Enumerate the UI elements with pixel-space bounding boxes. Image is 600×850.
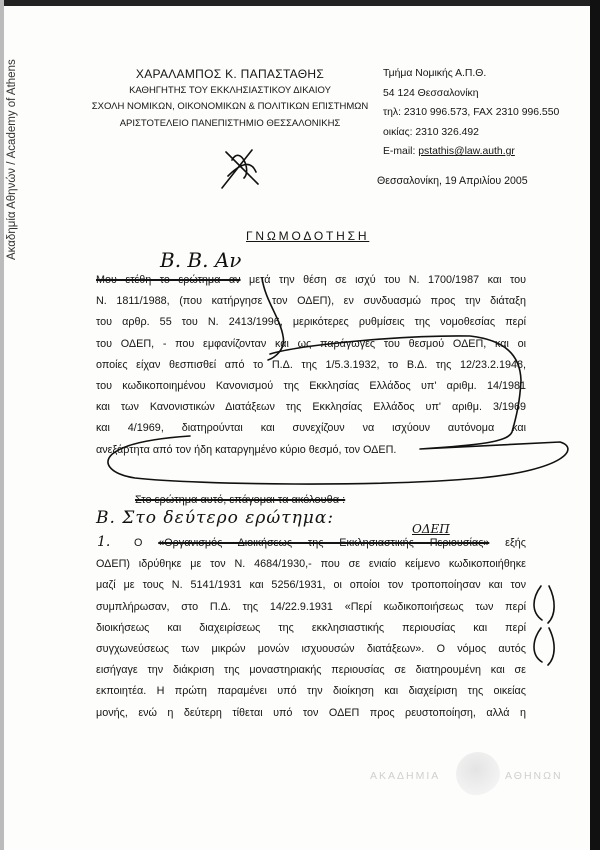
- paragraph-question: [96, 270, 526, 461]
- email-line: [383, 142, 583, 162]
- text-line: του ΟΔΕΠ, - που εμφανίζονταν και ως παράγωγες του θεσμού ΟΔΕΠ, και οι: [96, 337, 526, 350]
- document-date: Θεσσαλονίκη, 19 Απριλίου 2005: [377, 175, 528, 187]
- text-line: ανεξάρτητα από τον ήδη καταργημένο κύριο θεσμό, τον ΟΔΕΠ.: [96, 443, 397, 456]
- struck-text: «Οργανισμός Διοικήσεως της Εκκλησιαστικής Περιουσίας»: [158, 537, 490, 549]
- struck-text: Μου ετέθη το ερώτημα αν: [96, 274, 241, 286]
- paragraph-answer: [96, 533, 526, 724]
- letterhead-left: [80, 66, 380, 132]
- scan-right-edge: [590, 0, 600, 850]
- author-name: ΧΑΡΑΛΑΜΠΟΣ Κ. ΠΑΠΑΣΤΑΘΗΣ: [135, 67, 325, 81]
- text-line: μαζί με τους Ν. 5141/1931 και 5256/1931, οι οποίοι τον τροποποίησαν και τον: [96, 579, 526, 592]
- signature-scribble: [222, 150, 258, 188]
- department: Τμήμα Νομικής Α.Π.Θ.: [383, 68, 487, 79]
- margin-mark-2: [534, 628, 554, 665]
- text-line: συμπλήρωσαν, στο Π.Δ. της 14/22.9.1931 «Περί κωδικοποιήσεως των περί: [96, 600, 526, 613]
- text-line: του κωδικοποιημένου Κανονισμού της Εκκλησίας Ελλάδος υπ' αριθμ. 14/1981: [96, 380, 526, 393]
- handwritten-number: 1.: [97, 534, 111, 550]
- letterhead-right: [383, 64, 583, 162]
- handwritten-heading: Β. Στο δεύτερο ερώτημα:: [96, 508, 335, 528]
- university-name: ΑΡΙΣΤΟΤΕΛΕΙΟ ΠΑΝΕΠΙΣΤΗΜΙΟ ΘΕΣΣΑΛΟΝΙΚΗΣ: [119, 117, 341, 129]
- library-seal-watermark: [456, 752, 500, 796]
- text-line: και των Κανονιστικών Διατάξεων της Εκκλησίας Ελλάδος υπ' αριθμ. 3/1969: [96, 401, 526, 414]
- text-line: Ο «Οργανισμός Διοικήσεως της Εκκλησιαστικής Περιουσίας» εξής: [134, 537, 526, 549]
- email-link[interactable]: pstathis@law.auth.gr: [418, 146, 515, 157]
- text-line: διοικήσεως και διαχειρίσεως της εκκλησιαστικής περιουσίας και περί: [96, 621, 526, 634]
- postal-address: 54 124 Θεσσαλονίκη: [383, 87, 479, 99]
- text-line: Μου ετέθη το ερώτημα αν μετά την θέση σε ισχύ του Ν. 1700/1987 και του: [96, 274, 527, 286]
- text-line: εκποιητέα. Η πρώτη παραμένει υπό την διοίκηση και διαχείριση της οικείας: [96, 685, 526, 698]
- side-caption: Ακαδημία Αθηνών / Academy of Athens: [6, 59, 18, 260]
- text-line: ΟΔΕΠ) ιδρύθηκε με τον Ν. 4684/1930,- που σε ενιαίο κείμενο κωδικοποιήθηκε: [96, 558, 526, 571]
- text-line: και 4/1969, διατηρούνται και συνεχίζουν να ισχύουν αυτόνομα και: [96, 422, 526, 435]
- margin-mark-1: [534, 586, 554, 623]
- school-name: ΣΧΟΛΗ ΝΟΜΙΚΩΝ, ΟΙΚΟΝΟΜΙΚΩΝ & ΠΟΛΙΤΙΚΩΝ ΕΠΙΣΤΗΜΩΝ: [91, 101, 369, 112]
- email-label: E-mail:: [383, 146, 419, 157]
- text-line: του αρθρ. 55 του Ν. 2413/1996, μερικότερες ρυθμίσεις της νομοθεσίας περί: [96, 316, 526, 329]
- watermark-text-left: ΑΚΑΔΗΜΙΑ: [370, 770, 441, 782]
- text-line: συγχωνεύσεως των μικρών μονών ισχυουσών διατάξεων». Ο νόμος αυτός: [96, 643, 526, 656]
- home-phone: οικίας: 2310 326.492: [383, 126, 479, 138]
- text-line: Ν. 1811/1988, (που κατήργησε τον ΟΔΕΠ), εν συνδυασμώ προς την διάταξη: [96, 295, 526, 308]
- author-title: ΚΑΘΗΓΗΤΗΣ ΤΟΥ ΕΚΚΛΗΣΙΑΣΤΙΚΟΥ ΔΙΚΑΙΟΥ: [129, 84, 331, 96]
- text-line: μονής, ενώ η δεύτερη τίθεται υπό τον ΟΔΕΠ προς ρευστοποίηση, αλλά η: [96, 706, 526, 719]
- phone-fax: τηλ: 2310 996.573, FAX 2310 996.550: [383, 107, 560, 118]
- text-line: εισήγαγε την διάκριση της μοναστηριακής περιουσίας σε διατηρουμένη και σε: [96, 664, 526, 677]
- scan-top-edge: [0, 0, 600, 6]
- document-title: ΓΝΩΜΟΔΟΤΗΣΗ: [246, 229, 370, 243]
- handwritten-mark-b: Β. Β. Αν: [160, 248, 242, 272]
- struck-text: Στο ερώτημα αυτό, επάγομαι τα ακόλουθα :: [135, 494, 346, 506]
- watermark-text-right: ΑΘΗΝΩΝ: [505, 770, 563, 782]
- text-line: οποίες είχαν θεσπισθεί από το Π.Δ. της 1/5.3.1932, το Β.Δ. της 12/23.2.1948,: [96, 358, 526, 371]
- handwritten-odep: ΟΔΕΠ: [412, 522, 450, 536]
- scan-left-edge: [0, 0, 4, 850]
